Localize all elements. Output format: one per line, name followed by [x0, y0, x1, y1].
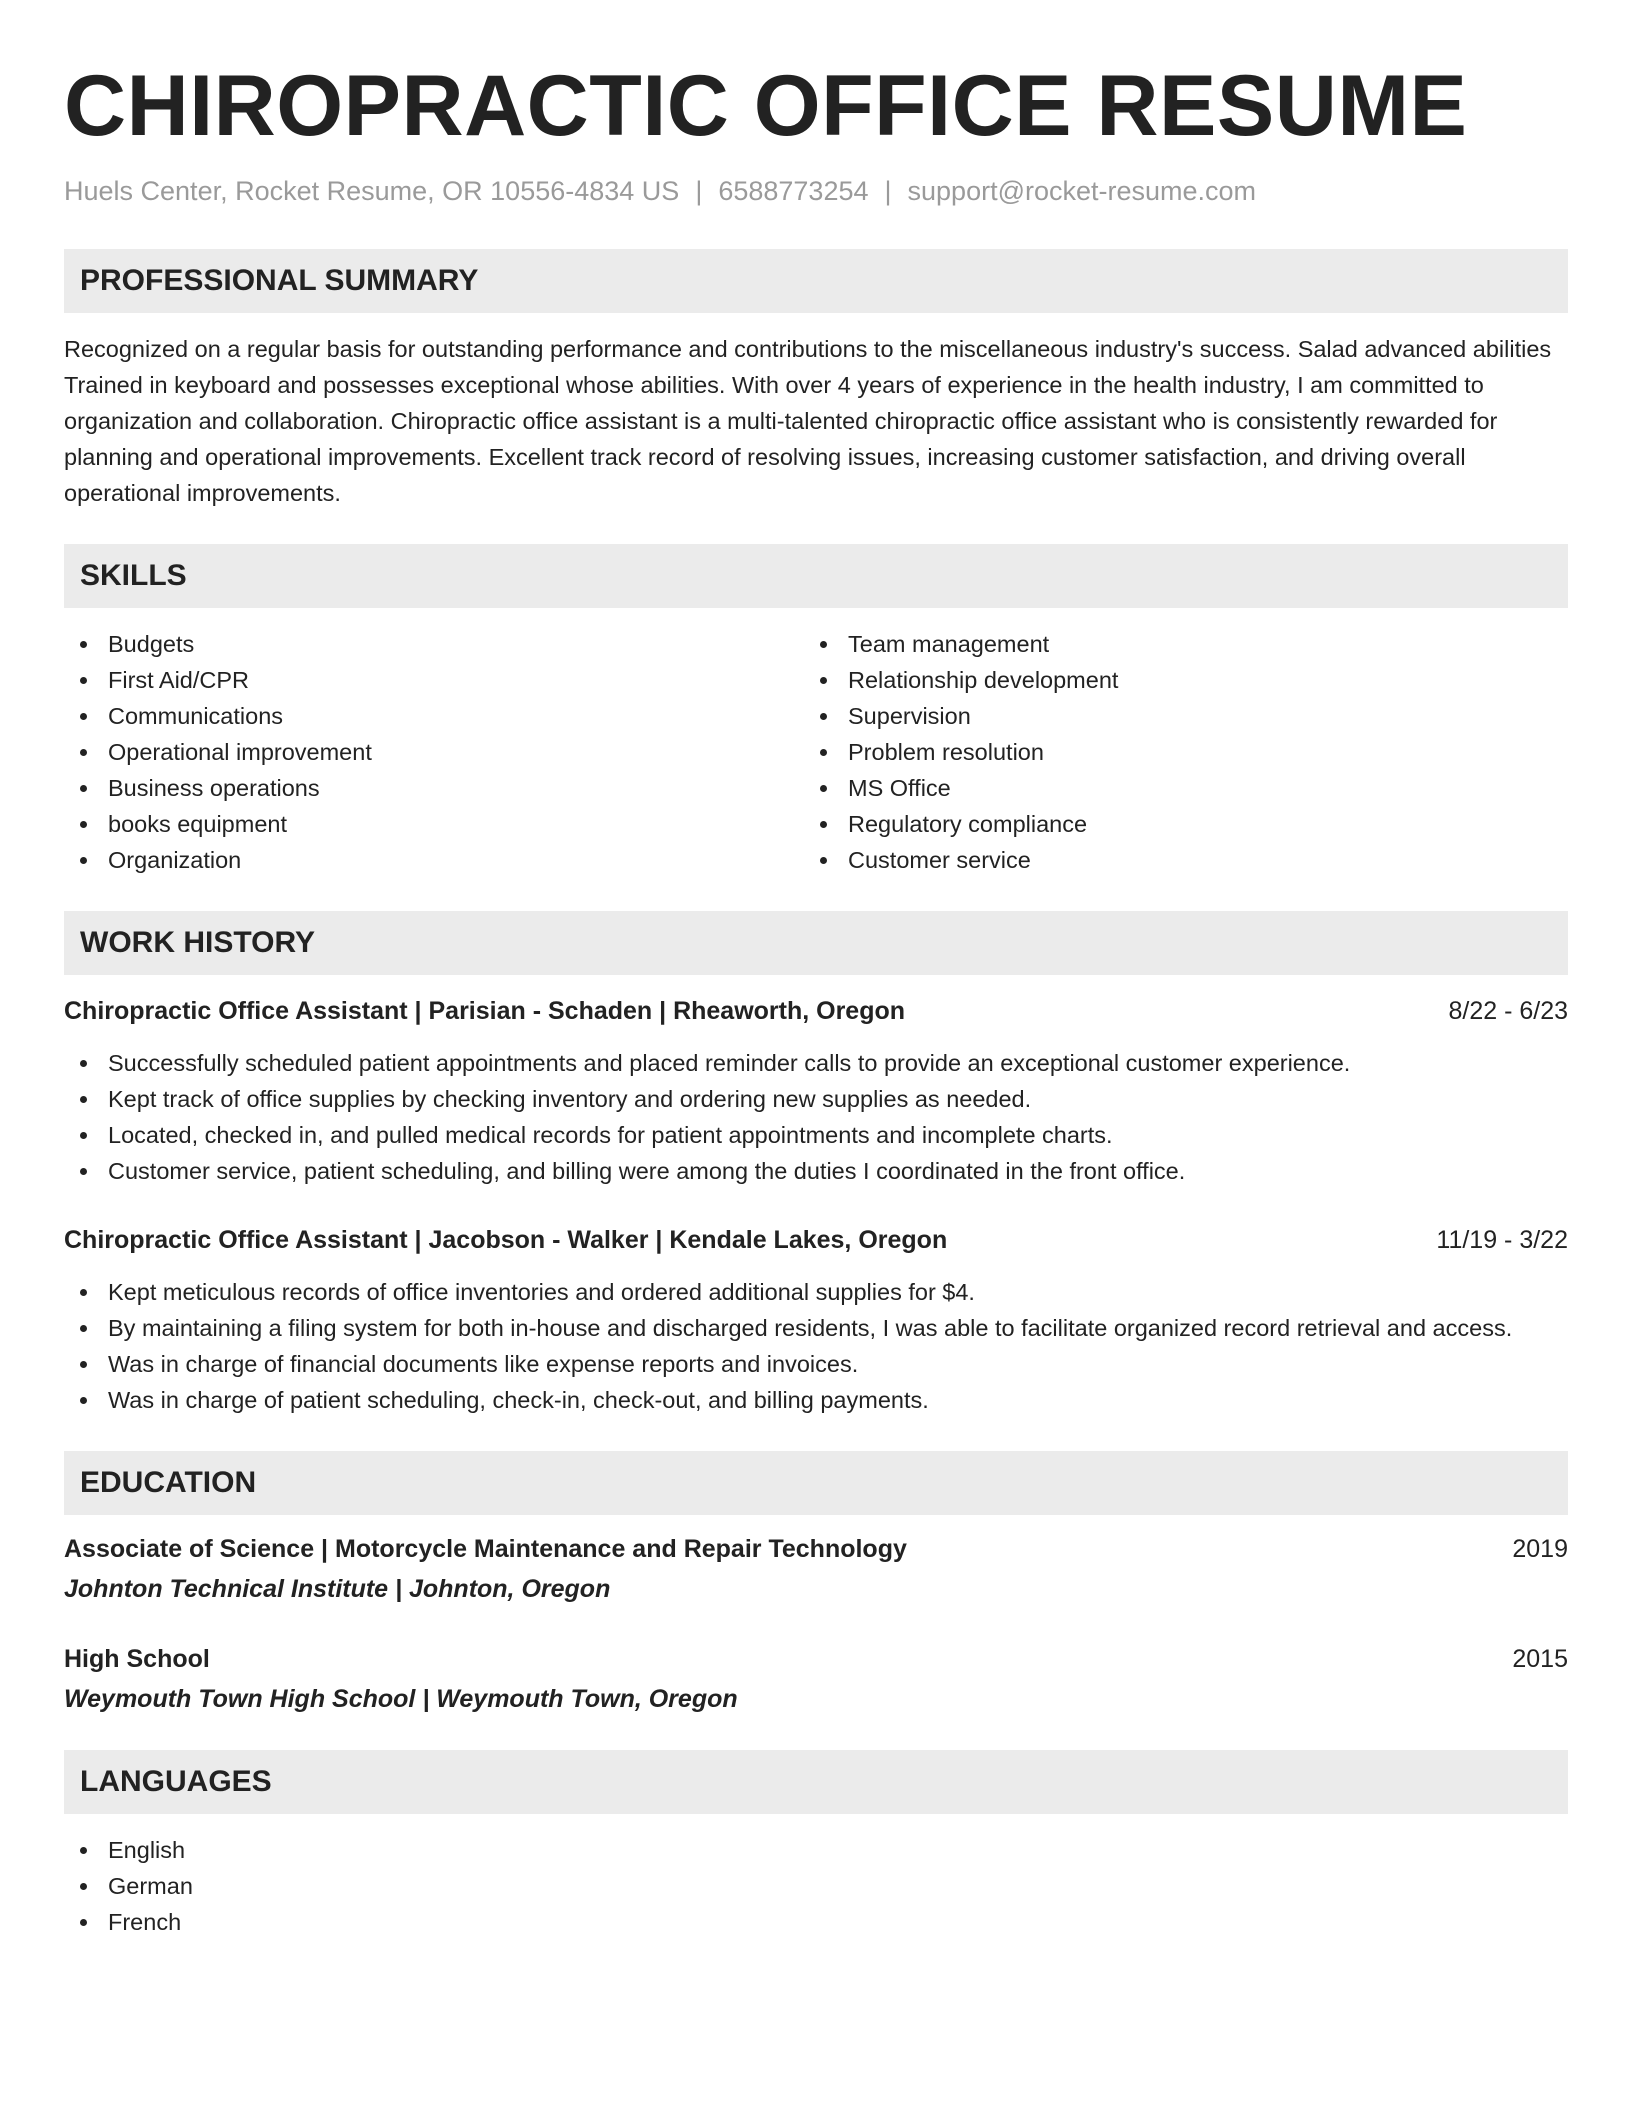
skill-item: Budgets — [64, 626, 804, 662]
languages-list — [64, 1832, 1568, 1940]
contact-phone: 6588773254 — [718, 176, 869, 206]
skill-item: Relationship development — [804, 662, 1544, 698]
job-duty: By maintaining a filing system for both in-house and discharged residents, I was able to facilitate organized record retrieval and access. — [64, 1310, 1568, 1346]
job-title: Chiropractic Office Assistant | Jacobson - Walker | Kendale Lakes, Oregon — [64, 1226, 948, 1254]
work-history-header: WORK HISTORY — [64, 911, 1568, 975]
education-degree: High School — [64, 1645, 210, 1673]
skill-item: Supervision — [804, 698, 1544, 734]
job-duty: Located, checked in, and pulled medical records for patient appointments and incomplete charts. — [64, 1117, 1568, 1153]
contact-line — [64, 174, 1568, 208]
contact-address: Huels Center, Rocket Resume, OR 10556-4834 US — [64, 176, 680, 206]
job-header — [64, 1222, 1568, 1258]
skills-list-right — [804, 626, 1544, 878]
job-duty: Customer service, patient scheduling, and billing were among the duties I coordinated in the front office. — [64, 1153, 1568, 1189]
skill-item: Regulatory compliance — [804, 806, 1544, 842]
job-dates: 11/19 - 3/22 — [1436, 1226, 1568, 1254]
skill-item: First Aid/CPR — [64, 662, 804, 698]
summary-header: PROFESSIONAL SUMMARY — [64, 249, 1568, 313]
languages-header: LANGUAGES — [64, 1750, 1568, 1814]
education-entry — [64, 1531, 1568, 1607]
job-entry — [64, 993, 1568, 1189]
education-header-row — [64, 1641, 1568, 1677]
job-duty: Was in charge of financial documents like expense reports and invoices. — [64, 1346, 1568, 1382]
job-entry — [64, 1222, 1568, 1418]
skill-item: Operational improvement — [64, 734, 804, 770]
summary-text: Recognized on a regular basis for outstanding performance and contributions to the miscellaneous industry's success. Salad advanced abilities Trained in keyboard and possesses exceptional whose abilities. With over 4 years of experience in the health industry, I am committed to organization and collaboration. Chiropractic office assistant is a multi-talented chiropractic office assistant who is consistently rewarded for planning and operational improvements. Excellent track record of resolving issues, increasing customer satisfaction, and driving overall operational improvements. — [64, 336, 1552, 506]
education-school: Johnton Technical Institute | Johnton, Oregon — [64, 1575, 611, 1603]
skill-item: Organization — [64, 842, 804, 878]
resume-title: CHIROPRACTIC OFFICE RESUME — [64, 58, 1468, 154]
language-item: German — [64, 1868, 1568, 1904]
job-header — [64, 993, 1568, 1029]
job-duty: Was in charge of patient scheduling, check-in, check-out, and billing payments. — [64, 1382, 1568, 1418]
job-duty: Kept meticulous records of office inventories and ordered additional supplies for $4. — [64, 1274, 1568, 1310]
language-item: English — [64, 1832, 1568, 1868]
skill-item: Communications — [64, 698, 804, 734]
job-title: Chiropractic Office Assistant | Parisian - Schaden | Rheaworth, Oregon — [64, 997, 906, 1025]
education-year: 2015 — [1512, 1645, 1568, 1673]
skill-item: Customer service — [804, 842, 1544, 878]
contact-email[interactable]: support@rocket-resume.com — [907, 176, 1257, 206]
skill-item: books equipment — [64, 806, 804, 842]
skills-header: SKILLS — [64, 544, 1568, 608]
language-item: French — [64, 1904, 1568, 1940]
job-duty: Successfully scheduled patient appointments and placed reminder calls to provide an exceptional customer experience. — [64, 1045, 1568, 1081]
education-year: 2019 — [1512, 1535, 1568, 1563]
skill-item: Business operations — [64, 770, 804, 806]
contact-separator: | — [695, 176, 703, 206]
skills-list-left — [64, 626, 804, 878]
education-entry — [64, 1641, 1568, 1717]
education-degree: Associate of Science | Motorcycle Maintenance and Repair Technology — [64, 1535, 907, 1563]
contact-separator: | — [884, 176, 892, 206]
education-header: EDUCATION — [64, 1451, 1568, 1515]
skill-item: Team management — [804, 626, 1544, 662]
skills-grid — [64, 626, 1568, 878]
education-school: Weymouth Town High School | Weymouth Town, Oregon — [64, 1685, 738, 1713]
skill-item: MS Office — [804, 770, 1544, 806]
skill-item: Problem resolution — [804, 734, 1544, 770]
education-header-row — [64, 1531, 1568, 1567]
job-duties — [64, 1274, 1568, 1418]
job-duties — [64, 1045, 1568, 1189]
job-duty: Kept track of office supplies by checking inventory and ordering new supplies as needed. — [64, 1081, 1568, 1117]
job-dates: 8/22 - 6/23 — [1448, 997, 1568, 1025]
